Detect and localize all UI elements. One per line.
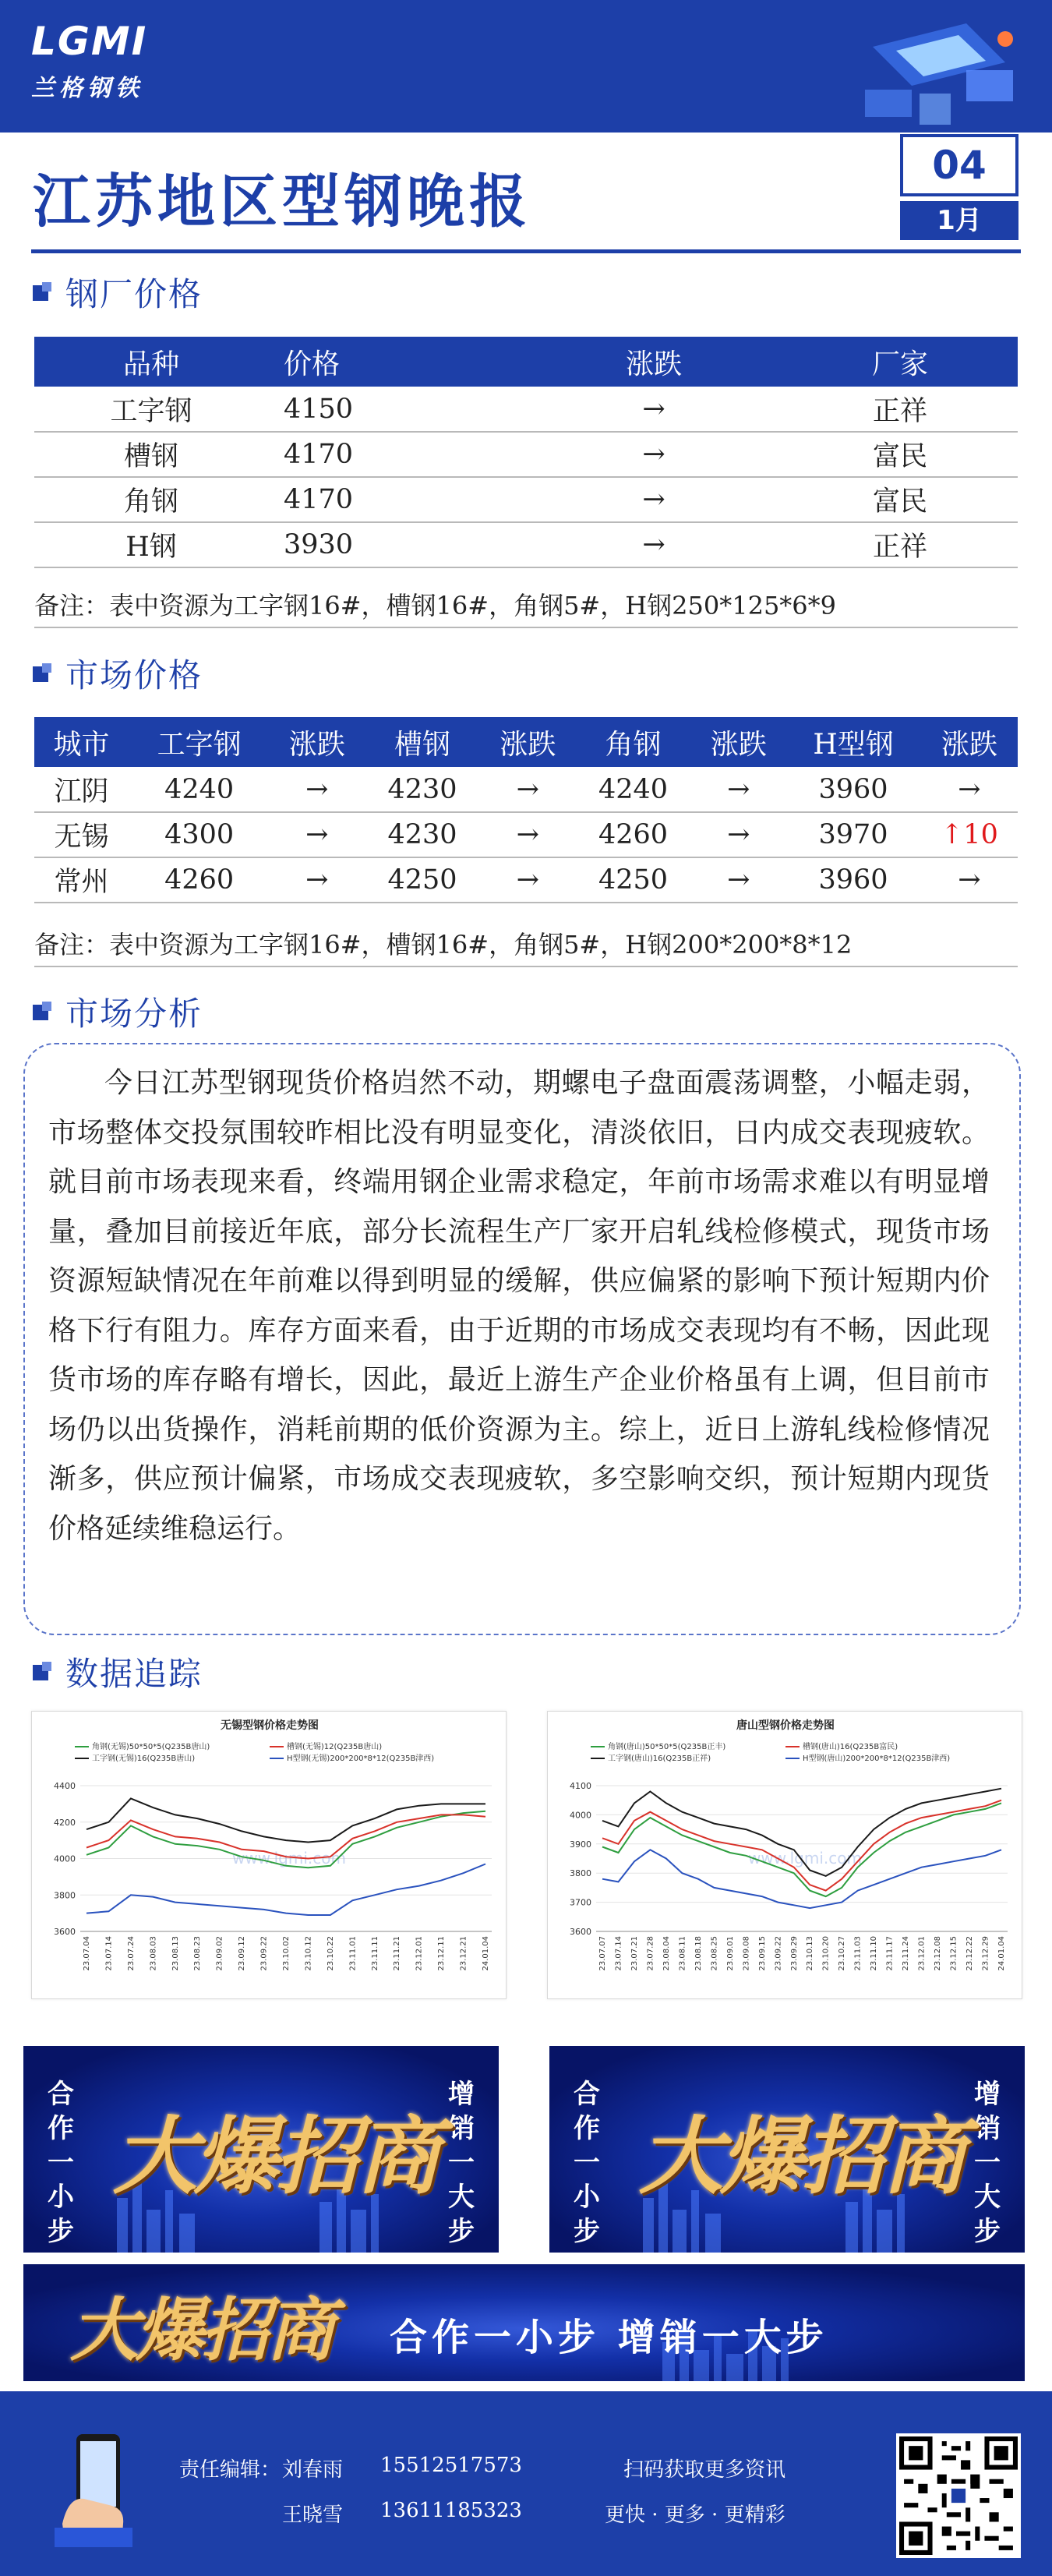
chart-watermark: www.lgmi.com — [232, 1849, 346, 1868]
x-tick-label: 23.10.20 — [821, 1936, 831, 1971]
date-month: 1月 — [900, 201, 1018, 240]
banner-headline: 大爆招商 — [639, 2108, 964, 2206]
cell-price: 3960 — [785, 857, 921, 903]
y-tick-label: 3600 — [54, 1927, 76, 1937]
section-title: 数据追踪 — [65, 1655, 203, 1693]
x-tick-label: 23.12.11 — [437, 1936, 447, 1971]
legend-entry: 角钢(无锡)50*50*5(Q235B唐山) — [92, 1743, 210, 1751]
x-tick-label: 24.01.04 — [997, 1936, 1006, 1971]
x-tick-label: 23.08.25 — [710, 1936, 719, 1971]
x-tick-label: 23.08.13 — [171, 1936, 180, 1971]
cell-price: 4230 — [364, 767, 481, 812]
x-tick-label: 23.07.14 — [614, 1936, 623, 1971]
mill-price-table — [34, 337, 1018, 568]
banner-vertical-left: 合作一小步 — [48, 2079, 74, 2247]
analysis-box — [23, 1043, 1021, 1635]
data-screen-illustration — [849, 16, 1036, 133]
series-line — [86, 1864, 485, 1916]
x-tick-label: 23.08.11 — [678, 1936, 687, 1971]
legend-entry: 槽钢(唐山)16(Q235B富民) — [803, 1743, 898, 1751]
section-title: 市场价格 — [65, 656, 203, 694]
x-tick-label: 23.11.03 — [853, 1936, 863, 1971]
chart-wuxi — [31, 1711, 507, 1999]
section-square-icon — [33, 1662, 53, 1682]
section-title: 市场分析 — [65, 995, 203, 1033]
logo-subtitle: 兰格钢铁 — [31, 75, 143, 102]
x-tick-label: 23.07.28 — [646, 1936, 655, 1971]
cell-price: 4250 — [575, 857, 692, 903]
series-line — [602, 1800, 1001, 1891]
col-header: 涨跌 — [270, 717, 364, 767]
banner-slogan: 合作一小步 增销一大步 — [390, 2316, 828, 2359]
cell-city: 常州 — [34, 857, 129, 903]
y-tick-label: 3800 — [570, 1868, 591, 1879]
x-tick-label: 23.10.12 — [304, 1936, 313, 1971]
cell-change: → — [270, 857, 364, 903]
cell-mill: 正祥 — [782, 522, 1018, 567]
date-badge — [900, 134, 1018, 239]
x-tick-label: 23.07.24 — [126, 1936, 136, 1971]
mill-table-note: 备注：表中资源为工字钢16#，槽钢16#，角钢5#，H钢250*125*6*9 — [34, 586, 1018, 628]
table-row — [34, 387, 1018, 432]
y-tick-label: 3900 — [570, 1839, 591, 1850]
legend-entry: H型钢(唐山)200*200*8*12(Q235B津西) — [803, 1754, 951, 1763]
cell-change: → — [525, 522, 782, 567]
cell-mill: 富民 — [782, 432, 1018, 477]
col-header: 城市 — [34, 717, 129, 767]
col-header: 涨跌 — [525, 337, 782, 387]
x-tick-label: 23.12.08 — [934, 1936, 943, 1971]
qr-hint: 扫码获取更多资讯 — [623, 2458, 786, 2482]
banner-vertical-right: 增销一大步 — [448, 2079, 475, 2247]
y-tick-label: 3700 — [570, 1897, 591, 1908]
x-tick-label: 23.07.07 — [598, 1936, 607, 1971]
cell-price: 4300 — [129, 812, 270, 857]
editor-phone-1: 15512517573 — [380, 2454, 522, 2477]
col-header: 角钢 — [575, 717, 692, 767]
cell-product: 工字钢 — [34, 387, 268, 432]
col-header: H型钢 — [785, 717, 921, 767]
editor-label: 责任编辑： — [179, 2458, 281, 2482]
x-tick-label: 23.09.01 — [725, 1936, 735, 1971]
x-tick-label: 23.11.24 — [902, 1936, 911, 1971]
y-tick-label: 4000 — [570, 1810, 591, 1821]
chart-watermark: www.lgmi.com — [748, 1849, 862, 1868]
col-header: 涨跌 — [921, 717, 1018, 767]
cell-product: 槽钢 — [34, 432, 268, 477]
x-tick-label: 23.09.22 — [259, 1936, 269, 1971]
table-header-row — [34, 337, 1018, 387]
footer-tagline: 更快 · 更多 · 更精彩 — [605, 2504, 785, 2527]
cell-change: → — [481, 767, 575, 812]
legend-entry: 槽钢(无锡)12(Q235B唐山) — [287, 1743, 383, 1751]
legend-entry: H型钢(无锡)200*200*8*12(Q235B津西) — [287, 1754, 435, 1763]
y-tick-label: 4200 — [54, 1817, 76, 1828]
x-tick-label: 23.11.11 — [370, 1936, 379, 1971]
cell-mill: 富民 — [782, 477, 1018, 522]
cell-price: 3960 — [785, 767, 921, 812]
ad-banner-wide[interactable] — [23, 2264, 1025, 2381]
section-mill-prices — [33, 269, 203, 316]
cell-change: → — [921, 857, 1018, 903]
x-tick-label: 23.08.03 — [149, 1936, 158, 1971]
x-tick-label: 23.11.21 — [393, 1936, 402, 1971]
x-tick-label: 23.12.21 — [459, 1936, 468, 1971]
market-table-note: 备注：表中资源为工字钢16#，槽钢16#，角钢5#，H钢200*200*8*12 — [34, 925, 1018, 967]
chart-title: 唐山型钢价格走势图 — [736, 1719, 835, 1732]
col-header: 品种 — [34, 337, 268, 387]
logo — [31, 19, 156, 101]
ad-banner-left[interactable] — [23, 2046, 499, 2253]
table-row — [34, 767, 1018, 812]
col-header: 工字钢 — [129, 717, 270, 767]
y-tick-label: 4000 — [54, 1853, 76, 1864]
section-title: 钢厂价格 — [65, 275, 203, 313]
x-tick-label: 23.12.29 — [981, 1936, 990, 1971]
editor-name-1: 刘春雨 — [282, 2458, 344, 2482]
x-tick-label: 24.01.04 — [482, 1936, 490, 1971]
cell-price: 4230 — [364, 812, 481, 857]
ad-banner-right[interactable] — [549, 2046, 1025, 2253]
cell-price: 3970 — [785, 812, 921, 857]
chart-tangshan-svg — [548, 1712, 1023, 2000]
x-tick-label: 23.07.14 — [104, 1936, 114, 1971]
cell-change: → — [525, 387, 782, 432]
col-header: 涨跌 — [481, 717, 575, 767]
x-tick-label: 23.12.22 — [966, 1936, 975, 1971]
cell-product: 角钢 — [34, 477, 268, 522]
x-tick-label: 23.09.22 — [774, 1936, 783, 1971]
table-row — [34, 812, 1018, 857]
section-market-analysis — [33, 988, 203, 1035]
cell-price: 4240 — [575, 767, 692, 812]
page-title: 江苏地区型钢晚报 — [33, 168, 531, 235]
cell-change: → — [691, 767, 785, 812]
legend-entry: 工字钢(无锡)16(Q235B唐山) — [92, 1754, 196, 1763]
x-tick-label: 23.08.18 — [694, 1936, 703, 1971]
section-square-icon — [33, 1002, 53, 1022]
date-day: 04 — [900, 134, 1018, 196]
chart-tangshan — [547, 1711, 1022, 1999]
col-header: 厂家 — [782, 337, 1018, 387]
y-tick-label: 3800 — [54, 1890, 76, 1901]
x-tick-label: 23.10.22 — [326, 1936, 335, 1971]
col-header: 涨跌 — [691, 717, 785, 767]
y-tick-label: 4100 — [570, 1781, 591, 1791]
x-tick-label: 23.12.01 — [415, 1936, 424, 1971]
cell-product: H钢 — [34, 522, 268, 567]
footer — [0, 2391, 1052, 2576]
banner-vertical-left: 合作一小步 — [574, 2079, 600, 2247]
col-header: 价格 — [268, 337, 525, 387]
cell-change: → — [270, 812, 364, 857]
cell-price: 4150 — [268, 387, 525, 432]
cell-price: 4260 — [575, 812, 692, 857]
cell-price: 4170 — [268, 432, 525, 477]
cell-city: 无锡 — [34, 812, 129, 857]
cell-price: 4240 — [129, 767, 270, 812]
x-tick-label: 23.11.01 — [348, 1936, 358, 1971]
chart-wuxi-svg — [32, 1712, 507, 2000]
qr-code-icon[interactable] — [896, 2433, 1021, 2558]
analysis-paragraph: 今日江苏型钢现货价格岿然不动，期螺电子盘面震荡调整，小幅走弱，市场整体交投氛围较昨相比没有明显变化，清淡依旧，日内成交表现疲软。就目前市场表现来看，终端用钢企业需求稳定，年前市场需求难以有明显增量，叠加目前接近年底，部分长流程生产厂家开启轧线检修模式，现货市场资源短缺情况在年前难以得到明显的缓解，供应偏紧的影响下预计短期内价格下行有阻力。库存方面来看，由于近期的市场成交表现均有不畅，因此现货市场的库存略有增长，因此，最近上游生产企业价格虽有上调，但目前市场仍以出货操作，消耗前期的低价资源为主。综上，近日上游轧线检修情况渐多，供应预计偏紧，市场成交表现疲软，多空影响交织，预计短期内现货价格延续维稳运行。 — [48, 1067, 990, 1545]
cell-change: → — [525, 432, 782, 477]
banner-headline: 大爆招商 — [70, 2289, 333, 2370]
table-row — [34, 522, 1018, 567]
logo-wordmark: LGMI — [31, 19, 148, 64]
x-tick-label: 23.11.10 — [870, 1936, 879, 1971]
cell-change: → — [481, 857, 575, 903]
table-row — [34, 432, 1018, 477]
banner-headline: 大爆招商 — [113, 2108, 438, 2206]
title-divider — [31, 249, 1021, 253]
chart-title: 无锡型钢价格走势图 — [221, 1719, 319, 1732]
editor-name-2: 王晓雪 — [282, 2504, 344, 2527]
y-tick-label: 3600 — [570, 1927, 591, 1937]
cell-change: → — [691, 857, 785, 903]
x-tick-label: 23.12.15 — [949, 1936, 958, 1971]
x-tick-label: 23.08.23 — [193, 1936, 203, 1971]
table-row — [34, 477, 1018, 522]
x-tick-label: 23.12.01 — [917, 1936, 927, 1971]
cell-change: → — [270, 767, 364, 812]
table-row — [34, 857, 1018, 903]
cell-change-up: ↑10 — [921, 812, 1018, 857]
legend-entry: 角钢(唐山)50*50*5(Q235B正丰) — [608, 1743, 726, 1751]
cell-mill: 正祥 — [782, 387, 1018, 432]
market-price-table — [34, 717, 1018, 903]
y-tick-label: 4400 — [54, 1781, 76, 1791]
section-market-prices — [33, 650, 203, 697]
x-tick-label: 23.10.02 — [282, 1936, 291, 1971]
legend-entry: 工字钢(唐山)16(Q235B正祥) — [608, 1754, 711, 1763]
cell-city: 江阴 — [34, 767, 129, 812]
x-tick-label: 23.08.04 — [662, 1936, 671, 1971]
cell-change: → — [525, 477, 782, 522]
x-tick-label: 23.07.21 — [630, 1936, 639, 1971]
x-tick-label: 23.09.29 — [789, 1936, 799, 1971]
x-tick-label: 23.09.08 — [742, 1936, 751, 1971]
cell-price: 3930 — [268, 522, 525, 567]
x-tick-label: 23.09.02 — [215, 1936, 224, 1971]
section-square-icon — [33, 282, 53, 302]
x-tick-label: 23.10.27 — [838, 1936, 847, 1971]
cell-price: 4260 — [129, 857, 270, 903]
editor-phone-2: 13611185323 — [380, 2499, 522, 2522]
col-header: 槽钢 — [364, 717, 481, 767]
x-tick-label: 23.09.12 — [238, 1936, 247, 1971]
cell-change: → — [921, 767, 1018, 812]
x-tick-label: 23.07.04 — [83, 1936, 91, 1971]
x-tick-label: 23.09.15 — [757, 1936, 767, 1971]
cell-price: 4250 — [364, 857, 481, 903]
table-header-row — [34, 717, 1018, 767]
cell-change: → — [481, 812, 575, 857]
phone-hand-icon — [55, 2430, 140, 2547]
cell-change: → — [691, 812, 785, 857]
x-tick-label: 23.11.17 — [885, 1936, 895, 1971]
section-data-tracking — [33, 1648, 203, 1695]
x-tick-label: 23.10.13 — [806, 1936, 815, 1971]
banner-vertical-right: 增销一大步 — [974, 2079, 1001, 2247]
cell-price: 4170 — [268, 477, 525, 522]
section-square-icon — [33, 663, 53, 684]
